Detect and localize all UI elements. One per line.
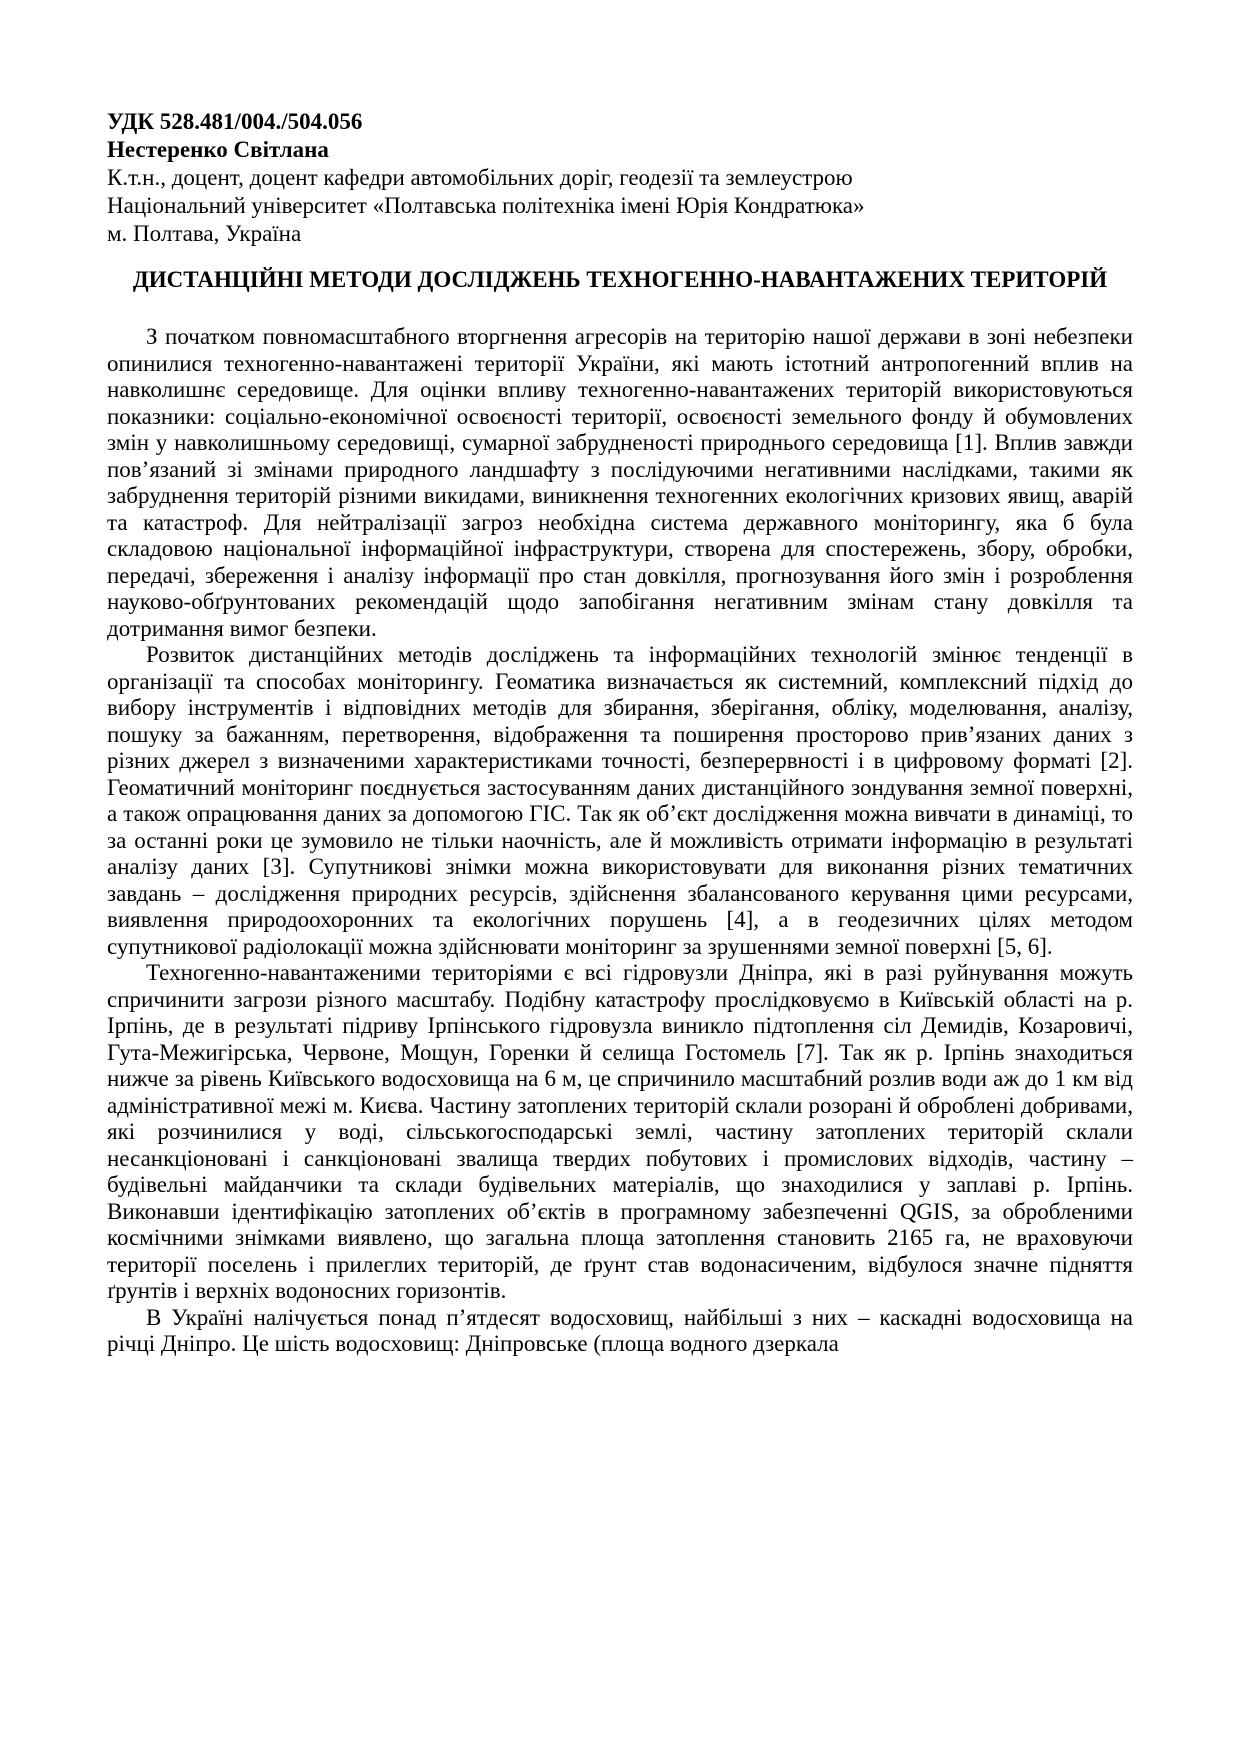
paragraph-4: В Україні налічується понад п’ятдесят водосховищ, найбільші з них – каскадні водосховища на річці Дніпро. Це шість водосховищ: Дніпровське (площа водного дзеркала xyxy=(107,1304,1133,1356)
author-city: м. Полтава, Україна xyxy=(107,221,302,246)
paragraph-1: З початком повномасштабного вторгнення агресорів на територію нашої держави в зоні небезпеки опинилися техногенно-навантажені території України, які мають істотний антропогенний вплив на навколишнє середовище. Для оцінки впливу техногенно-навантажених територій використовуються показники: соціально-економічної освоєності території, освоєності земельного фонду й обумовлених змін у навколишньому середовищі, сумарної забрудненості природнього середовища [1]. Вплив завжди пов’язаний зі змінами природного ландшафту з послідуючими негативними наслідками, такими як забруднення територій різними викидами, виникнення техногенних екологічних кризових явищ, аварій та катастроф. Для нейтралізації загроз необхідна система державного моніторингу, яка б була складовою національної інформаційної інфраструктури, створена для спостережень, збору, обробки, передачі, збереження і аналізу інформації про стан довкілля, прогнозування його змін і розроблення науково-обґрунтованих рекомендацій щодо запобігання негативним змінам стану довкілля та дотримання вимог безпеки. xyxy=(107,324,1133,641)
document-header xyxy=(107,108,1133,248)
udk-number: УДК 528.481/004./504.056 xyxy=(107,109,363,134)
author-position: К.т.н., доцент, доцент кафедри автомобільних доріг, геодезії та землеустрою xyxy=(107,165,853,190)
article-title: ДИСТАНЦІЙНІ МЕТОДИ ДОСЛІДЖЕНЬ ТЕХНОГЕННО-НАВАНТАЖЕНИХ ТЕРИТОРІЙ xyxy=(132,267,1108,292)
paragraph-2: Розвиток дистанційних методів досліджень та інформаційних технологій змінює тенденції в організації та способах моніторингу. Геоматика визначається як системний, комплексний підхід до вибору інструментів і відповідних методів для збирання, зберігання, обліку, моделювання, аналізу, пошуку за бажанням, перетворення, відображення та поширення просторово прив’язаних даних з різних джерел з визначеними характеристиками точності, безперервності і в цифровому форматі [2]. Геоматичний моніторинг поєднується застосуванням даних дистанційного зондування земної поверхні, а також опрацювання даних за допомогою ГІС. Так як об’єкт дослідження можна вивчати в динаміці, то за останні роки це зумовило не тільки наочність, але й можливість отримати інформацію в результаті аналізу даних [3]. Супутникові знімки можна використовувати для виконання різних тематичних завдань – дослідження природних ресурсів, здійснення збалансованого керування цими ресурсами, виявлення природоохоронних та екологічних порушень [4], а в геодезичних цілях методом супутникової радіолокації можна здійснювати моніторинг за зрушеннями земної поверхні [5, 6]. xyxy=(107,642,1133,959)
author-name: Нестеренко Світлана xyxy=(107,137,329,162)
paragraph-3: Техногенно-навантаженими територіями є всі гідровузли Дніпра, які в разі руйнування можуть спричинити загрози різного масштабу. Подібну катастрофу прослідковуємо в Київській області на р. Ірпінь, де в результаті підриву Ірпінського гідровузла виникло підтоплення сіл Демидів, Козаровичі, Гута-Межигірська, Червоне, Мощун, Горенки й селища Гостомель [7]. Так як р. Ірпінь знаходиться нижче за рівень Київського водосховища на 6 м, це спричинило масштабний розлив води аж до 1 км від адміністративної межі м. Києва. Частину затоплених територій склали розорані й оброблені добривами, які розчинилися у воді, сільськогосподарські землі, частину затоплених територій склали несанкціоновані і санкціоновані звалища твердих побутових і промислових відходів, частину – будівельні майданчики та склади будівельних матеріалів, що знаходилися у заплаві р. Ірпінь. Виконавши ідентифікацію затоплених об’єктів в програмному забезпеченні QGIS, за обробленими космічними знімками виявлено, що загальна площа затоплення становить 2165 га, не враховуючи території поселень і прилеглих територій, де ґрунт став водонасиченим, відбулося значне підняття ґрунтів і верхніх водоносних горизонтів. xyxy=(107,960,1133,1303)
article-body xyxy=(107,324,1133,1358)
author-university: Національний університет «Полтавська політехніка імені Юрія Кондратюка» xyxy=(107,193,865,218)
